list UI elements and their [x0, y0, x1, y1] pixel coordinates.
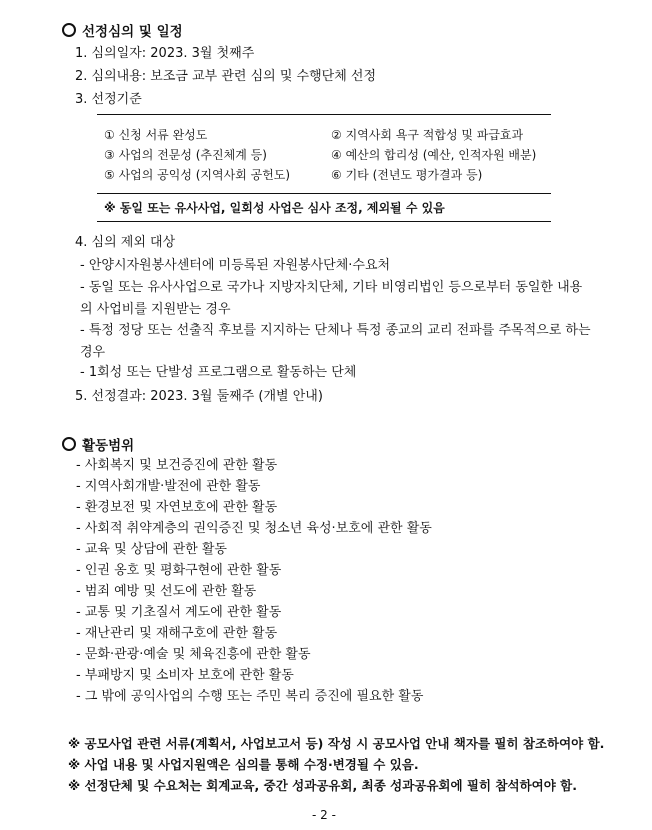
scope-item: - 문화·관광·예술 및 체육진흥에 관한 활동 [76, 647, 311, 662]
page-number: - 2 - [312, 808, 336, 822]
review-content-item: 2. 심의내용: 보조금 교부 관련 심의 및 수행단체 선정 [75, 69, 377, 84]
criteria-item: ⑤ 사업의 공익성 (지역사회 공헌도) [104, 168, 291, 182]
scope-item: - 지역사회개발·발전에 관한 활동 [76, 479, 261, 494]
exclusion-item: - 특정 정당 또는 선출직 후보를 지지하는 단체나 특정 종교의 교리 전파를 주목적으로 하는 경우 [80, 323, 591, 360]
section-title: 활동범위 [82, 438, 135, 454]
scope-item: - 교통 및 기초질서 계도에 관한 활동 [76, 605, 282, 620]
scope-item: - 사회복지 및 보건증진에 관한 활동 [76, 458, 278, 473]
scope-item: - 환경보전 및 자연보호에 관한 활동 [76, 500, 278, 515]
section-title: 선정심의 및 일정 [82, 24, 183, 40]
criteria-middle-rule [97, 193, 551, 194]
criteria-item: ③ 사업의 전문성 (추진체계 등) [104, 148, 267, 162]
criteria-bottom-rule [97, 221, 551, 222]
result-item: 5. 선정결과: 2023. 3월 둘째주 (개별 안내) [75, 389, 323, 404]
criteria-item: ② 지역사회 욕구 적합성 및 파급효과 [331, 128, 524, 142]
scope-item: - 부패방지 및 소비자 보호에 관한 활동 [76, 668, 294, 683]
criteria-heading: 3. 선정기준 [75, 92, 142, 107]
criteria-item: ⑥ 기타 (전년도 평가결과 등) [331, 168, 483, 182]
exclusion-item: - 동일 또는 유사사업으로 국가나 지방자치단체, 기타 비영리법인 등으로부터 동일한 내용의 사업비를 지원받는 경우 [80, 280, 583, 317]
schedule-item: 1. 심의일자: 2023. 3월 첫째주 [75, 46, 255, 61]
footnote: ※ 선정단체 및 수요처는 회계교육, 중간 성과공유회, 최종 성과공유회에 필히 참석하여야 함. [68, 778, 577, 793]
exclusion-item: - 안양시자원봉사센터에 미등록된 자원봉사단체·수요처 [80, 258, 391, 273]
scope-item: - 사회적 취약계층의 권익증진 및 청소년 육성·보호에 관한 활동 [76, 521, 432, 536]
exclusion-item: - 1회성 또는 단발성 프로그램으로 활동하는 단체 [80, 365, 357, 380]
footnote: ※ 공모사업 관련 서류(계획서, 사업보고서 등) 작성 시 공모사업 안내 책자를 필히 참조하여야 함. [68, 736, 605, 751]
criteria-item: ④ 예산의 합리성 (예산, 인적자원 배분) [331, 148, 537, 162]
scope-item: - 재난관리 및 재해구호에 관한 활동 [76, 626, 278, 641]
scope-item: - 그 밖에 공익사업의 수행 또는 주민 복리 증진에 필요한 활동 [76, 689, 424, 704]
footnote: ※ 사업 내용 및 사업지원액은 심의를 통해 수정·변경될 수 있음. [68, 757, 419, 772]
scope-item: - 범죄 예방 및 선도에 관한 활동 [76, 584, 257, 599]
criteria-item: ① 신청 서류 완성도 [104, 128, 208, 142]
scope-item: - 교육 및 상담에 관한 활동 [76, 542, 227, 557]
circle-bullet-icon [62, 23, 76, 37]
scope-item: - 인권 옹호 및 평화구현에 관한 활동 [76, 563, 282, 578]
exclusion-heading: 4. 심의 제외 대상 [75, 235, 176, 250]
section-heading-scope [62, 434, 134, 454]
circle-bullet-icon [62, 437, 76, 451]
criteria-note: ※ 동일 또는 유사사업, 일회성 사업은 심사 조정, 제외될 수 있음 [104, 201, 445, 215]
section-heading-selection [62, 20, 183, 40]
criteria-top-rule [97, 114, 551, 115]
